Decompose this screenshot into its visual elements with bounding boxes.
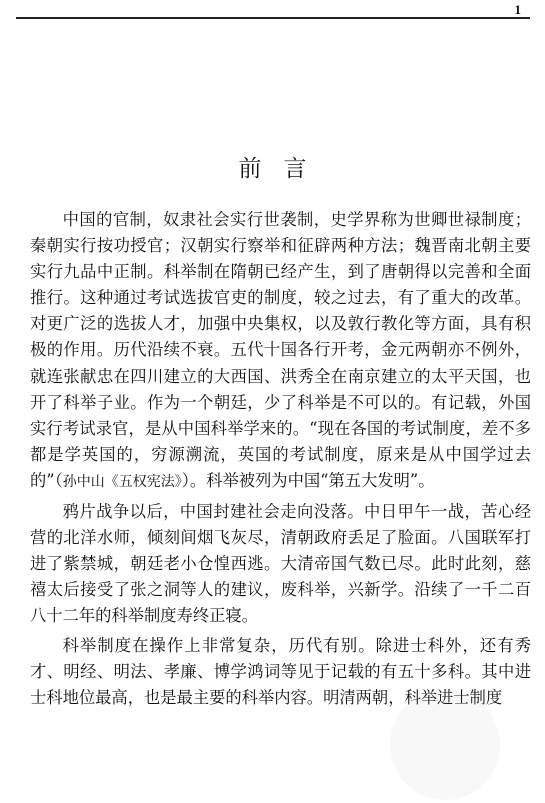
body-text [30, 207, 531, 711]
paragraph-1 [30, 207, 531, 495]
paragraph-1-text-before: 中国的官制，奴隶社会实行世袭制，史学界称为世卿世禄制度；秦朝实行按功授官；汉朝实行察举和征辟两种方法；魏晋南北朝主要实行九品中正制。科举制在隋朝已经产生，到了唐朝得以完善和全面推行。这种通过考试选拔官吏的制度，较之过去，有了重大的改革。对更广泛的选拔人才，加强中央集权，以及敦行教化等方面，具有积极的作用。历代沿续不衰。五代十国各行开考，金元两朝亦不例外，就连张献忠在四川建立的大西国、洪秀全在南京建立的太平天国，也开了科举子业。作为一个朝廷，少了科举是不可以的。有记载，外国实行考试录官，是从中国科举学来的。“现在各国的考试制度，差不多都是学英国的，穷源溯流，英国的考试制度，原来是从中国学过去的”（ [30, 210, 531, 490]
quote-source: 孙中山《五权宪法》 [62, 473, 182, 490]
page-number: 1 [514, 2, 521, 17]
library-stamp-watermark [390, 690, 500, 800]
paragraph-1-text-after: ）。科举被列为中国“第五大发明”。 [181, 470, 435, 490]
paragraph-2: 鸦片战争以后，中国封建社会走向没落。中日甲午一战，苦心经营的北洋水师，倾刻间烟飞灰尽，清朝政府丢足了脸面。八国联军打进了紫禁城，朝廷老小仓惶西逃。大清帝国气数已尽。此时此刻，慈禧太后接受了张之洞等人的建议，废科举，兴新学。沿续了一千二百八十二年的科举制度寿终正寝。 [30, 501, 531, 625]
page-title: 前言 [238, 156, 329, 182]
paragraph-3: 科举制度在操作上非常复杂，历代有别。除进士科外，还有秀才、明经、明法、孝廉、博学鸿词等见于记载的有五十多科。其中进士科地位最高，也是最主要的科举内容。明清两朝，科举进士制度 [30, 635, 531, 707]
header-rule [16, 17, 530, 19]
